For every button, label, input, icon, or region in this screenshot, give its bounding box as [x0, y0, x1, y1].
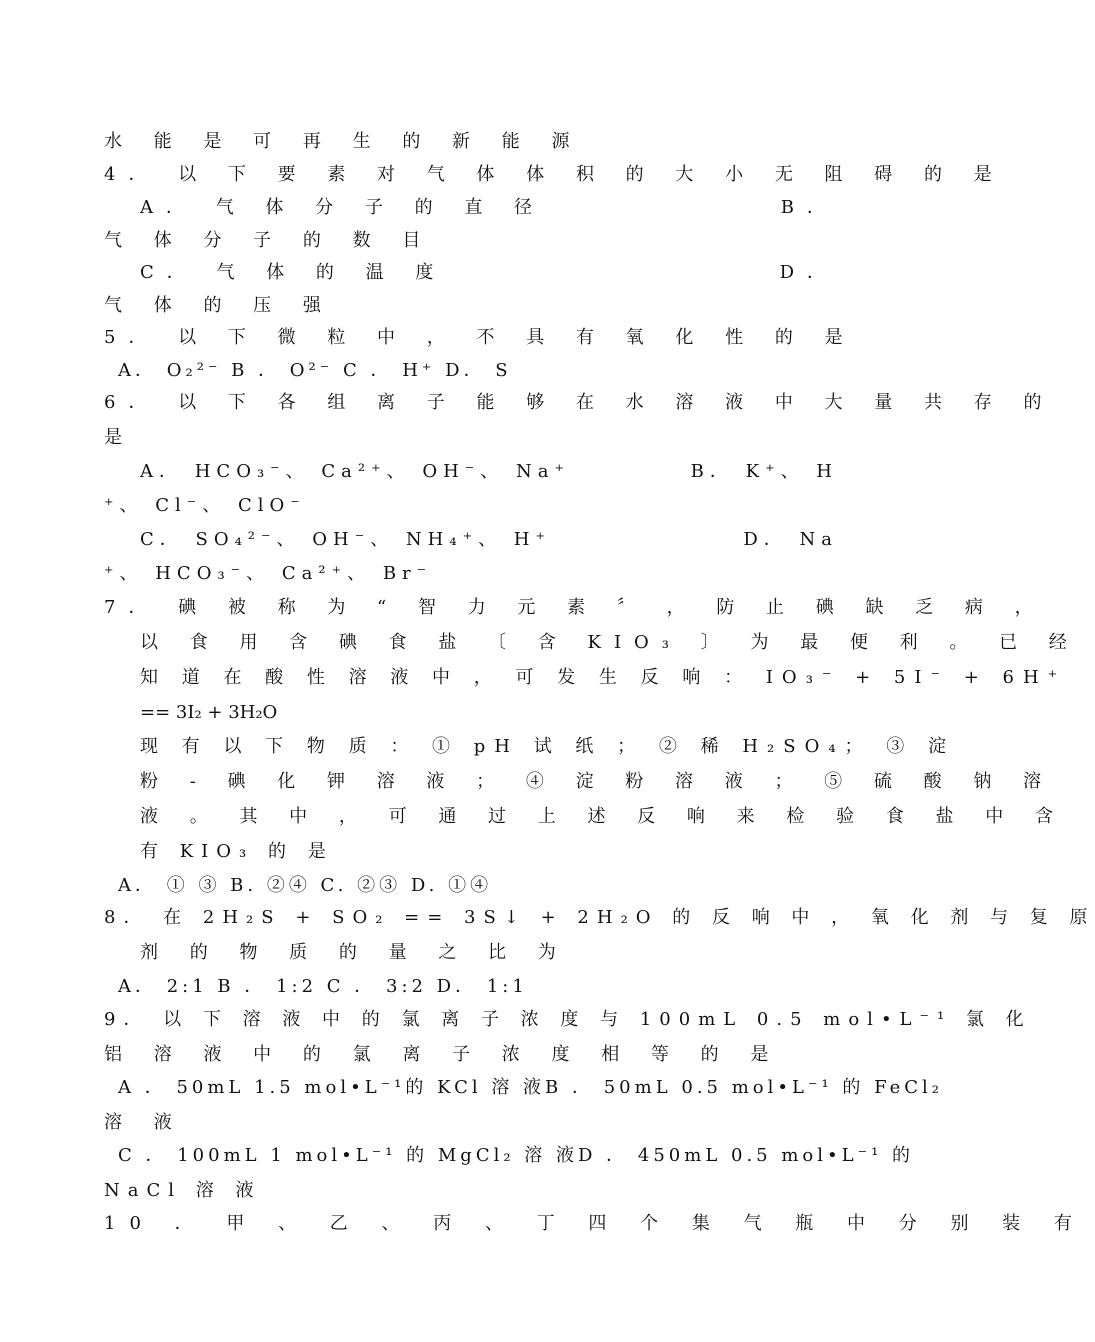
q6-option-b: B． K⁺、 H	[690, 461, 838, 482]
text-line: 现 有 以 下 物 质 ： ① pH 试 纸 ； ② 稀 H₂SO₄； ③ 淀	[140, 736, 955, 757]
q4-option-d: D．	[779, 262, 838, 283]
question-9: 9． 以 下 溶 液 中 的 氯 离 子 浓 度 与 100mL 0.5 mol•L⁻¹ 氯 化	[104, 1009, 1032, 1030]
q4-options-ab	[140, 196, 838, 220]
q6-option-d: D． Na	[743, 529, 838, 550]
q4-options-cd	[140, 261, 838, 285]
q9-option-c: C ． 100mL 1 mol•L⁻¹ 的 MgCl₂ 溶 液	[118, 1145, 579, 1166]
q5-options: A． O₂²⁻ B ． O²⁻ C ． H⁺ D． S	[118, 360, 512, 381]
question-5: 5． 以 下 微 粒 中 ， 不 具 有 氧 化 性 的 是	[104, 327, 856, 348]
text-line: 有 KIO₃ 的 是	[140, 841, 334, 862]
text-line: 水 能 是 可 再 生 的 新 能 源	[104, 131, 583, 152]
question-4: 4． 以 下 要 素 对 气 体 体 积 的 大 小 无 阻 碍 的 是	[104, 164, 1005, 185]
text-line: ⁺、 HCO₃⁻、 Ca²⁺、 Br⁻	[104, 563, 433, 584]
text-line: NaCl 溶 液	[104, 1180, 262, 1201]
equation: == 3I₂ + 3H₂O	[140, 702, 278, 723]
question-6: 6． 以 下 各 组 离 子 能 够 在 水 溶 液 中 大 量 共 存 的	[104, 392, 1055, 413]
text-line: 气 体 分 子 的 数 目	[104, 230, 434, 251]
q7-options: A． ① ③ B. ②④ C. ②③ D. ①④	[118, 875, 493, 896]
q6-options-cd	[140, 528, 838, 552]
text-line: 知 道 在 酸 性 溶 液 中 ， 可 发 生 反 响 ： IO₃⁻ + 5I⁻ + 6H⁺	[140, 667, 1067, 688]
q9-option-b: B ． 50mL 0.5 mol•L⁻¹ 的 FeCl₂	[545, 1077, 944, 1098]
q9-option-d: D ． 450mL 0.5 mol•L⁻¹ 的	[578, 1145, 915, 1166]
q6-option-c: C． SO₄²⁻、 OH⁻、 NH₄⁺、 H⁺	[140, 529, 551, 550]
q6-options-ab	[140, 460, 838, 484]
question-8: 8． 在 2H₂S + SO₂ == 3S↓ + 2H₂O 的 反 响 中 ， 氧 化 剂 与 复 原	[104, 907, 1095, 928]
text-line: 溶 液	[104, 1112, 185, 1133]
q6-option-a: A． HCO₃⁻、 Ca²⁺、 OH⁻、 Na⁺	[140, 461, 570, 482]
text-line: 液 。 其 中 ， 可 通 过 上 述 反 响 来 检 验 食 盐 中 含	[140, 806, 1066, 827]
q9-options-ab	[118, 1076, 944, 1100]
q4-option-a: A． 气 体 分 子 的 直 径	[140, 197, 546, 218]
q4-option-b: B．	[780, 197, 838, 218]
q9-options-cd	[118, 1144, 915, 1168]
question-7: 7． 碘 被 称 为 “ 智 力 元 素 〞 ， 防 止 碘 缺 乏 病 ，	[104, 597, 1046, 618]
text-line: 是	[104, 427, 135, 448]
q9-option-a: A ． 50mL 1.5 mol•L⁻¹的 KCl 溶 液	[118, 1077, 546, 1098]
text-line: 剂 的 物 质 的 量 之 比 为	[140, 942, 569, 963]
text-line: 粉 - 碘 化 钾 溶 液 ； ④ 淀 粉 溶 液 ； ⑤ 硫 酸 钠 溶	[140, 771, 1055, 792]
text-line: 以 食 用 含 碘 食 盐 〔 含 KIO₃ 〕 为 最 便 利 。 已 经	[140, 632, 1080, 653]
question-10: 10 ． 甲 、 乙 、 丙 、 丁 四 个 集 气 瓶 中 分 别 装 有	[104, 1213, 1086, 1234]
text-line: ⁺、 Cl⁻、 ClO⁻	[104, 495, 306, 516]
text-line: 铝 溶 液 中 的 氯 离 子 浓 度 相 等 的 是	[104, 1044, 782, 1065]
text-line: 气 体 的 压 强	[104, 295, 334, 316]
q8-options: A． 2:1 B ． 1:2 C ． 3:2 D． 1:1	[118, 976, 528, 997]
q4-option-c: C． 气 体 的 温 度	[140, 262, 447, 283]
